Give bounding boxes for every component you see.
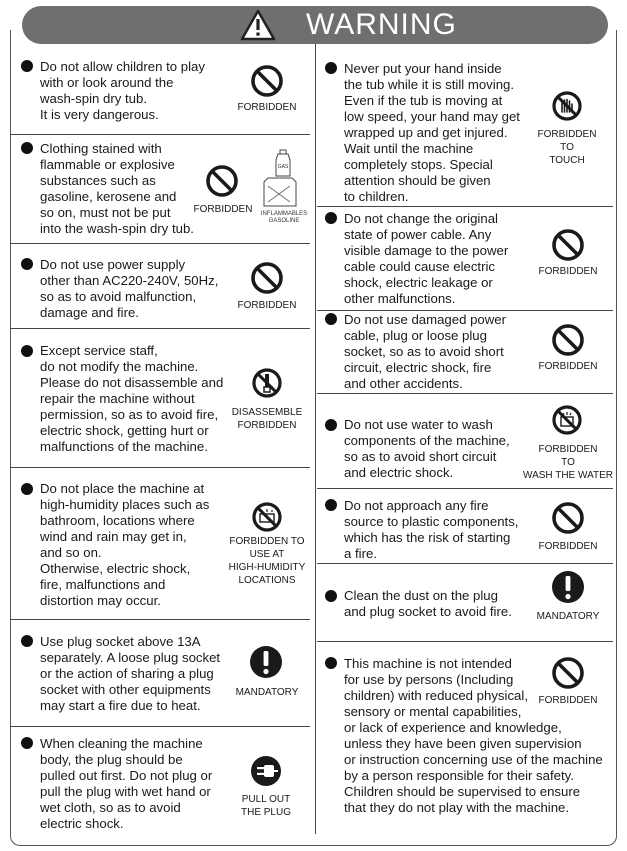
icon-label: FORBIDDEN bbox=[237, 102, 297, 113]
warning-text: Do not use water to wash components of the machine, so as to avoid short circuit and electric shock. bbox=[344, 417, 510, 480]
warning-text: Never put your hand inside the tub while it is still moving. Even if the tub is moving at low speed, your hand may get wrapped up and get injured. Wait until the machine completely stops. Special attention should be given to children. bbox=[344, 61, 520, 204]
warning-text: Do not change the original state of power cable. Any visible damage to the power cable could cause electric shock, electric leakage or other malfunctions. bbox=[344, 211, 509, 306]
warning-text: Do not place the machine at high-humidity places such as bathroom, locations where wind and rain may get in, and so on. Otherwise, electric shock, fire, malfunctions and distortion may occur. bbox=[40, 481, 210, 608]
row-divider bbox=[10, 619, 310, 620]
row-divider bbox=[10, 243, 310, 244]
icon-label: MANDATORY bbox=[235, 687, 299, 698]
bullet-dot bbox=[325, 419, 337, 431]
warning-triangle-icon bbox=[240, 9, 276, 41]
bullet-dot bbox=[325, 657, 337, 669]
bullet-dot bbox=[21, 60, 33, 72]
warning-text: Do not approach any fire source to plastic components, which has the risk of starting a fire. bbox=[344, 498, 519, 561]
gasoline-can-icon bbox=[262, 148, 302, 208]
bullet-dot bbox=[21, 483, 33, 495]
forbidden-icon bbox=[250, 261, 284, 295]
bullet-dot bbox=[325, 590, 337, 602]
gasoline-label: INFLAMMABLES GASOLINE bbox=[260, 211, 308, 224]
bullet-dot bbox=[21, 635, 33, 647]
warning-text: Except service staff, do not modify the machine. Please do not disassemble and repair the machine without permission, so as to avoid fire, electric shock, getting hurt or malfunctions of the machine. bbox=[40, 343, 224, 454]
bullet-dot bbox=[21, 737, 33, 749]
icon-label: FORBIDDEN TO USE AT HIGH-HUMIDITY LOCATIONS bbox=[228, 536, 306, 586]
forbidden-icon bbox=[250, 64, 284, 98]
icon-label: FORBIDDEN bbox=[538, 541, 598, 552]
forbidden-icon bbox=[551, 656, 585, 690]
row-divider bbox=[10, 134, 310, 135]
row-divider bbox=[317, 393, 613, 394]
warning-text: When cleaning the machine body, the plug should be pulled out first. Do not plug or pull the plug with wet hand or wet cloth, so as to avoid electric shock. bbox=[40, 736, 213, 831]
warning-text: Do not allow children to play with or look around the wash-spin dry tub. It is very dangerous. bbox=[40, 59, 205, 122]
icon-label: FORBIDDEN bbox=[237, 300, 297, 311]
icon-label: FORBIDDEN bbox=[193, 204, 253, 215]
icon-label: FORBIDDEN bbox=[538, 695, 598, 706]
row-divider bbox=[10, 726, 310, 727]
row-divider bbox=[317, 563, 613, 564]
warning-text: Do not use power supply other than AC220-240V, 50Hz, so as to avoid malfunction, damage and fire. bbox=[40, 257, 219, 320]
header-title: WARNING bbox=[306, 8, 457, 41]
forbidden-icon bbox=[551, 501, 585, 535]
icon-label: FORBIDDEN bbox=[538, 266, 598, 277]
row-divider bbox=[317, 206, 613, 207]
forbidden-icon bbox=[551, 228, 585, 262]
row-divider bbox=[317, 488, 613, 489]
column-divider bbox=[315, 44, 316, 834]
mandatory-icon bbox=[551, 570, 585, 604]
bullet-dot bbox=[21, 142, 33, 154]
no-humidity-icon bbox=[251, 501, 283, 533]
bullet-dot bbox=[21, 258, 33, 270]
row-divider bbox=[317, 310, 613, 311]
icon-label: DISASSEMBLE FORBIDDEN bbox=[231, 407, 303, 431]
no-water-wash-icon bbox=[551, 404, 583, 436]
warning-text: Clean the dust on the plug and plug socket to avoid fire. bbox=[344, 588, 512, 619]
warning-text: Do not use damaged power cable, plug or loose plug socket, so as to avoid short circuit, electric shock, fire and other accidents. bbox=[344, 312, 507, 391]
icon-label: FORBIDDEN TO WASH THE WATER bbox=[523, 444, 613, 481]
icon-label: FORBIDDEN bbox=[538, 361, 598, 372]
bullet-dot bbox=[325, 313, 337, 325]
icon-label: PULL OUT THE PLUG bbox=[240, 794, 291, 818]
bullet-dot bbox=[325, 212, 337, 224]
row-divider bbox=[317, 641, 613, 642]
bullet-dot bbox=[21, 345, 33, 357]
bullet-dot bbox=[325, 499, 337, 511]
no-touch-icon bbox=[551, 90, 583, 122]
bullet-dot bbox=[325, 62, 337, 74]
icon-label: MANDATORY bbox=[536, 611, 600, 622]
warning-text: Clothing stained with flammable or explosive substances such as gasoline, kerosene and so on, must not be put into the wash-spin dry tub. bbox=[40, 141, 194, 236]
row-divider bbox=[10, 328, 310, 329]
warning-text: This machine is not intended for use by persons (Including children) with reduced physical, sensory or mental capabilities, or lack of experience and knowledge, unless they have been given supervision or instruction concerning use of the machine by a person responsible for their safety. Children should be supervised to ensure that they do not play with the machine. bbox=[344, 656, 603, 815]
mandatory-icon bbox=[249, 645, 283, 679]
icon-label: FORBIDDEN TO TOUCH bbox=[537, 129, 597, 166]
forbidden-icon bbox=[551, 323, 585, 357]
pull-plug-icon bbox=[250, 755, 282, 787]
no-disassemble-icon bbox=[251, 367, 283, 399]
row-divider bbox=[10, 467, 310, 468]
forbidden-icon bbox=[205, 164, 239, 198]
warning-text: Use plug socket above 13A separately. A loose plug socket or the action of sharing a plug socket with other equipments may start a fire due to heat. bbox=[40, 634, 221, 713]
can-text: GAS bbox=[277, 164, 289, 170]
warning-header bbox=[22, 6, 608, 44]
